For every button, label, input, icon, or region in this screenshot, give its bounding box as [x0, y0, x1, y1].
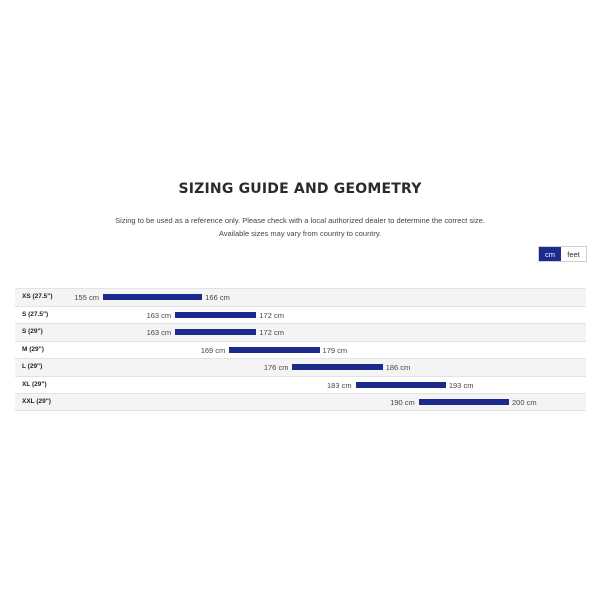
size-row	[15, 393, 586, 411]
min-height-label: 155 cm	[74, 293, 99, 302]
height-range-bar	[175, 329, 256, 335]
unit-cm-button[interactable]: cm	[539, 247, 561, 261]
height-range-bar	[292, 364, 382, 370]
unit-toggle	[538, 246, 587, 262]
size-row	[15, 341, 586, 359]
min-height-label: 169 cm	[200, 345, 226, 355]
min-height-label: 163 cm	[146, 328, 172, 337]
size-row	[15, 358, 586, 376]
min-height-label: 176 cm	[263, 363, 289, 372]
max-height-label: 200 cm	[512, 398, 537, 407]
sizing-disclaimer: Sizing to be used as a reference only. Please check with a local authorized dealer to determine the correct size.	[115, 216, 485, 225]
size-label: M (29")	[22, 345, 44, 353]
max-height-label: 186 cm	[385, 363, 411, 372]
height-range-bar	[229, 347, 319, 353]
size-label: S (27.5")	[22, 310, 49, 318]
size-label: XL (29")	[22, 380, 47, 388]
height-range-bar	[103, 294, 202, 300]
size-row	[15, 323, 586, 341]
min-height-label: 163 cm	[146, 310, 172, 320]
size-label: L (29")	[22, 363, 43, 370]
min-height-label: 183 cm	[327, 380, 352, 390]
size-row	[15, 288, 586, 306]
max-height-label: 179 cm	[322, 345, 348, 355]
size-row	[15, 376, 586, 394]
size-table	[15, 288, 586, 411]
size-label: XXL (29")	[22, 398, 51, 405]
max-height-label: 193 cm	[448, 380, 474, 390]
unit-feet-button[interactable]: feet	[561, 247, 586, 261]
page-title: SIZING GUIDE AND GEOMETRY	[178, 181, 422, 197]
height-range-bar	[419, 399, 509, 405]
min-height-label: 190 cm	[390, 398, 415, 407]
max-height-label: 172 cm	[259, 310, 284, 320]
size-label: S (29")	[22, 328, 43, 335]
height-range-bar	[356, 382, 446, 388]
height-range-bar	[175, 312, 256, 318]
size-label: XS (27.5")	[22, 293, 53, 300]
max-height-label: 166 cm	[205, 293, 230, 302]
max-height-label: 172 cm	[259, 328, 284, 337]
size-row	[15, 306, 586, 324]
availability-note: Available sizes may vary from country to country.	[218, 229, 382, 238]
